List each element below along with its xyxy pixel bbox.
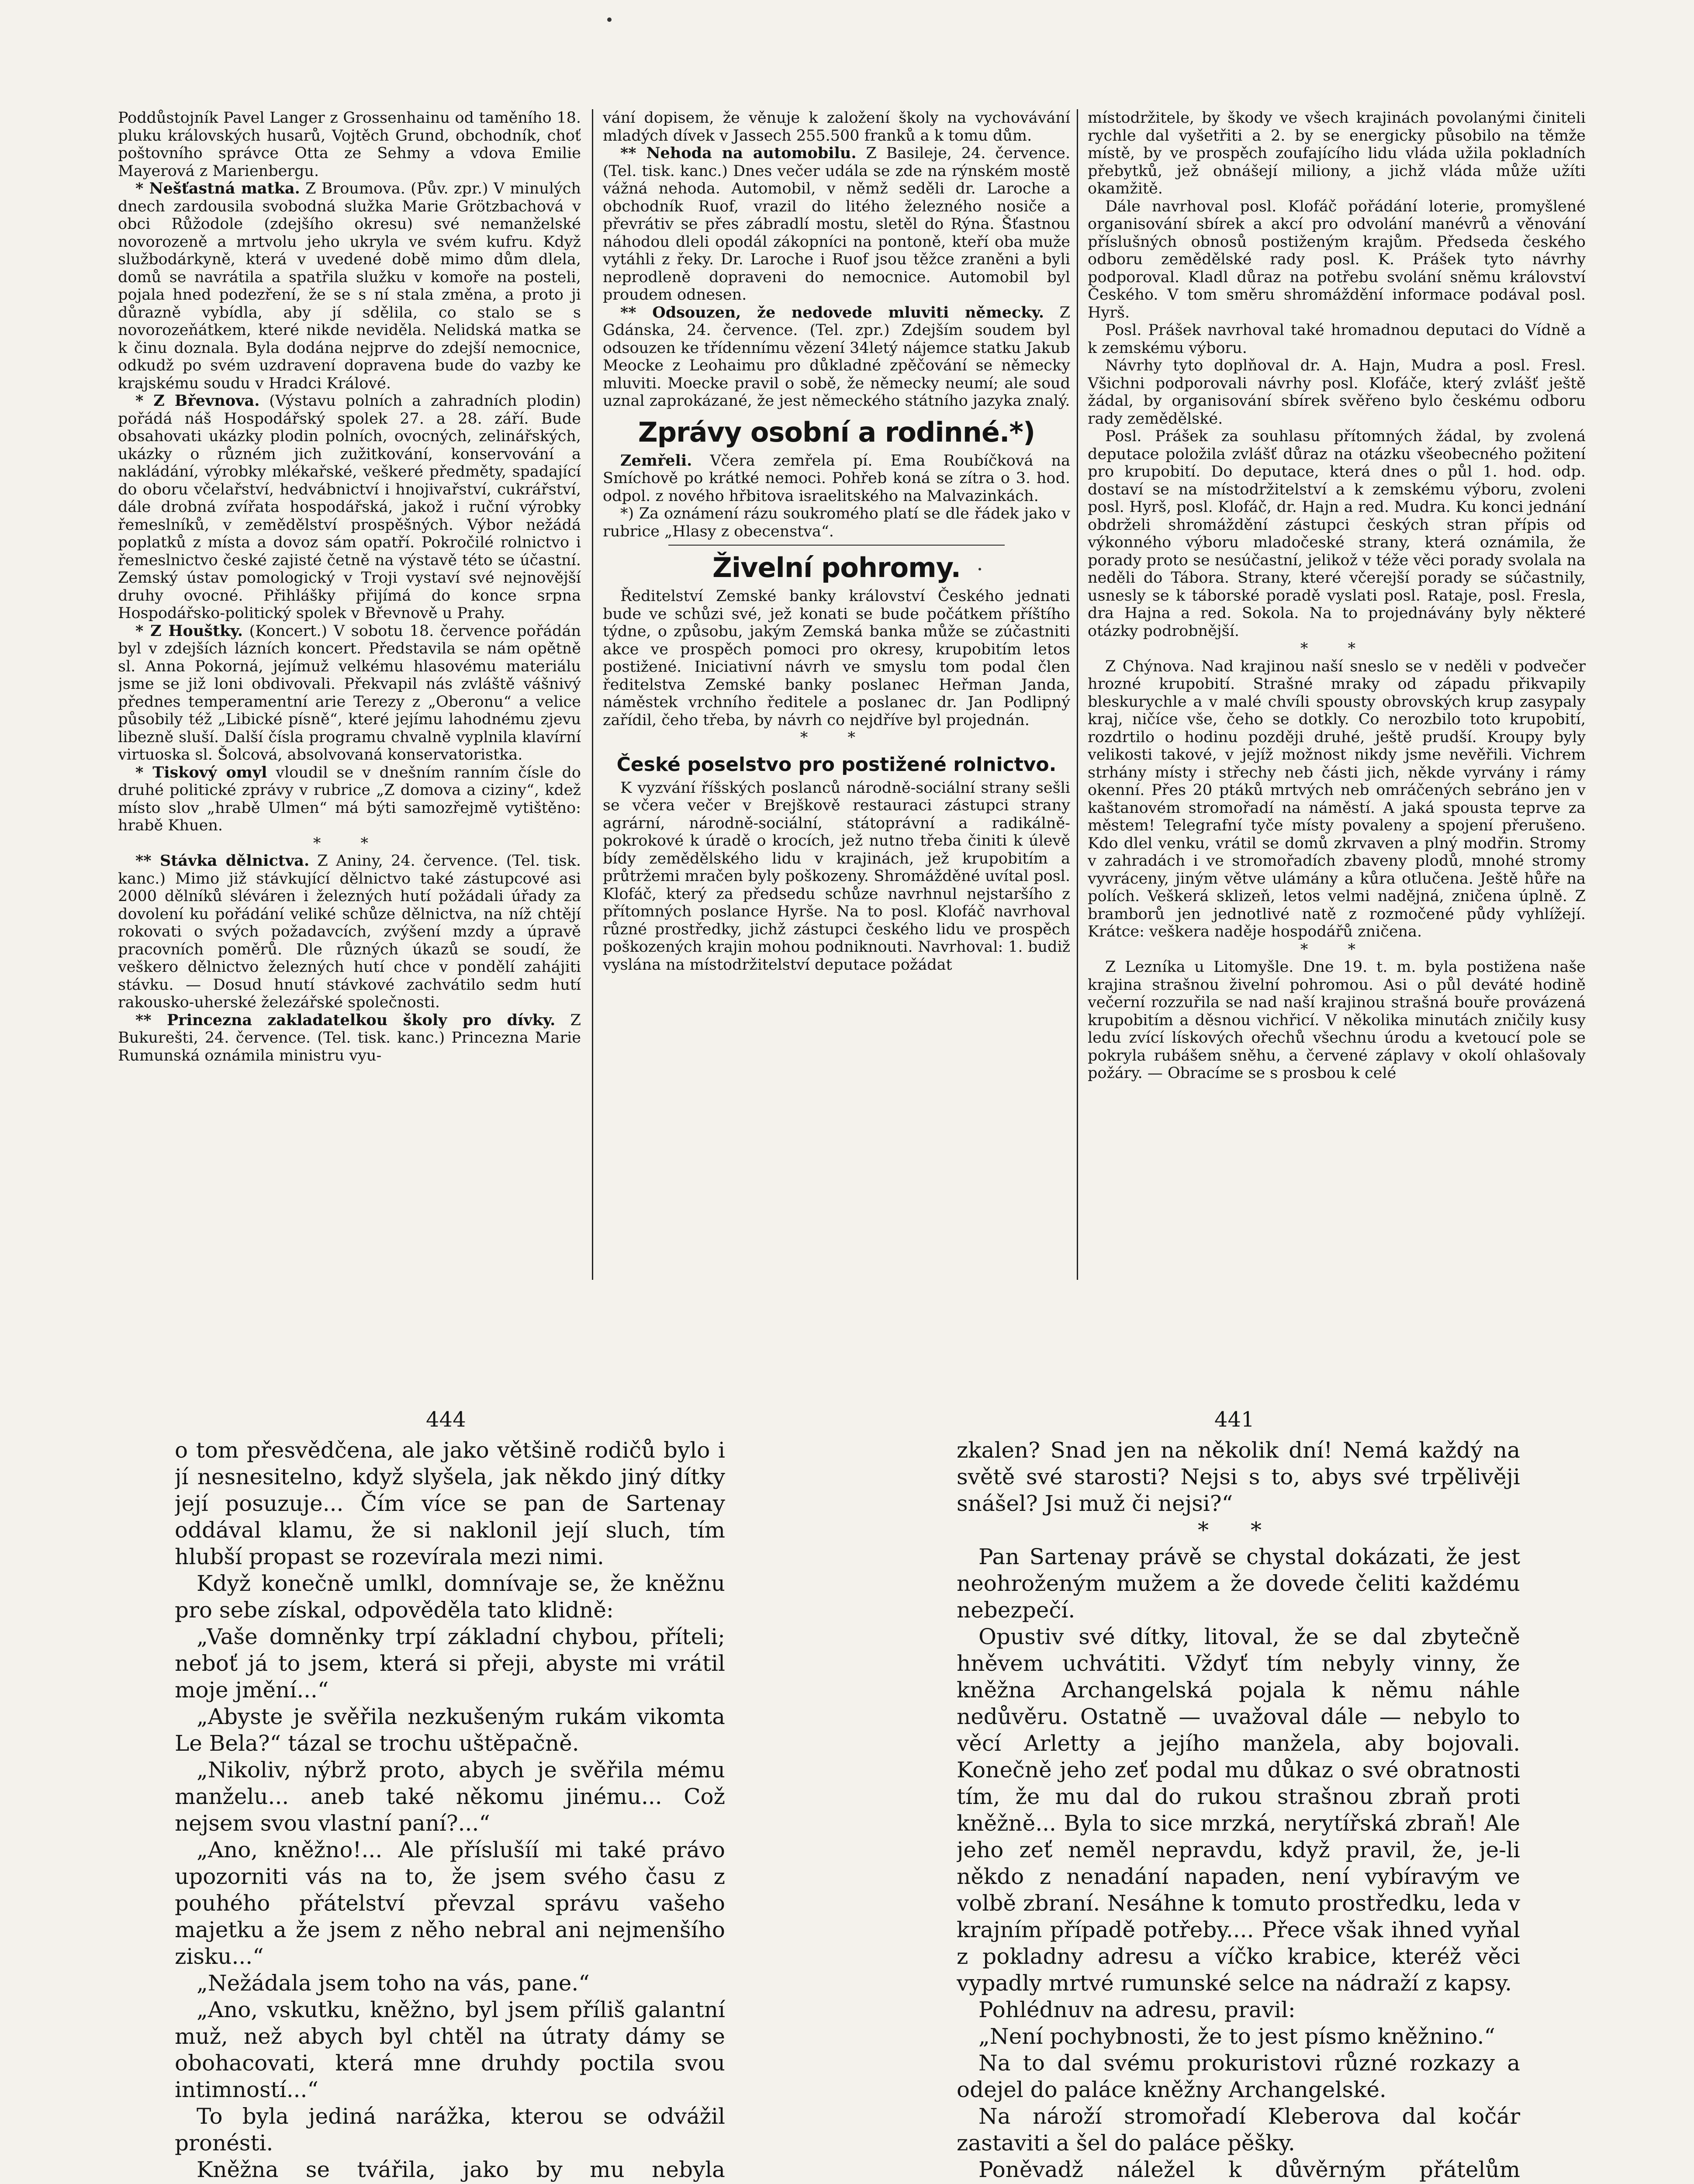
- novel-paragraph: Pohlédnuv na adresu, pravil:: [978, 1997, 1296, 2022]
- separator-stars: * *: [1198, 1517, 1279, 1543]
- novel-paragraph: „Abyste je svěřila nezkušeným rukám vikomta Le Bela?“ tázal se trochu uštěpačně.: [175, 1704, 725, 1756]
- novel-paragraph: Opustiv své dítky, litoval, že se dal zbytečně hněvem uchvátiti. Vždyť tím nebyly vinny, že kněžna Archangelská pojala k němu náhle nedůvěru. Ostatně — uvažoval dále — nebylo to věcí Arletty a jejího manžela, aby bojovali. Konečně jeho zeť podal mu důkaz o své obratnosti tím, že mu dal do rukou strašnou zbraň proti kněžně... Byla to sice mrzká, nerytířská zbraň! Ale jeho zeť neměl nepravdu, když pravil, že, je-li někdo z nenadání napaden, není vybíravým ve volbě zbraní. Nesáhne k tomuto prostředku, leda v krajním případě potřeby.... Přece však ihned vyňal z pokladny adresu a víčko krabice, kteréž věci vypadly mrtvé rumunské selce na nádraží z kapsy.: [957, 1624, 1520, 1996]
- article-lead: ** Princezna zakladatelkou školy pro dívky.: [135, 1011, 556, 1029]
- article-text: Z Basileje, 24. července. (Tel. tisk. kanc.) Dnes večer udála se zde na rýnském mostě vážná nehoda. Automobil, v němž seděli dr. Laroche a obchodník Ruof, vrazil do litého železného nosiče a převrátiv se přes zábradlí mostu, sletěl do Rýna. Šťastnou náhodou dleli opodál zákopníci na pontoně, kteří oba muže vytáhli z řeky. Dr. Laroche i Ruof jsou těžce zraněni a byli neprodleně dopraveni do nemocnice. Automobil byl proudem odnesen.: [603, 145, 1070, 304]
- article-lead: ** Nehoda na automobilu.: [620, 144, 857, 162]
- novel-paragraph: „Nikoliv, nýbrž proto, abych je svěřila mému manželu... aneb také někomu jinému... Což nejsem svou vlastní paní?...“: [175, 1757, 725, 1836]
- article-lead: Zemřeli.: [620, 451, 692, 470]
- article-paragraph: [118, 852, 581, 1012]
- article-paragraph: [603, 505, 1070, 540]
- article-text: Z Broumova. (Pův. zpr.) V minulých dnech zardousila svobodná služka Marie Grötzbachová v obci Růžodole (zdejšího okresu) své nemanželské novorozeně a mrtvolu jeho ukryla ve svém kufru. Když službodárkyně, která v uvedené době mimo dům dlela, domů se navrátila a spatřila služku v komoře na posteli, pojala hned podezření, že se s ní stala změna, a proto ji důrazně vybídla, aby jí sdělila, co stalo se s novorozeňátkem, které nikde neviděla. Nelidská matka se k činu doznala. Byla dodána nejprve do zdejší nemocnice, odkudž po svém uzdravení dopravena bude do vazby ke krajskému soudu v Hradci Králové.: [118, 180, 581, 392]
- novel-paragraph: zkalen? Snad jen na několik dní! Nemá každý na světě své starosti? Nejsi s to, abys své trpělivěji snášel? Jsi muž či nejsi?“: [957, 1438, 1520, 1516]
- column-2: [603, 109, 1070, 1280]
- news-items: [603, 109, 1070, 410]
- novel-paragraph: „Není pochybnosti, že to jest písmo kněžnino.“: [978, 2024, 1495, 2049]
- page-number-right: 441: [1214, 1407, 1255, 1432]
- article-paragraph: [118, 392, 581, 622]
- personal-news: [603, 452, 1070, 541]
- article-paragraph: [603, 452, 1070, 505]
- article-text: Z Lezníka u Litomyšle. Dne 19. t. m. byla postižena naše krajina strašnou živelní pohromou. Asi o půl deváté hodině večerní rozzuřila se nad naší krajinou strašná bouře provázená krupobitím a děsnou vichřicí. V několika minutách zničily kusy ledu zvící lískových ořechů všechnu úrodu a kvetoucí pole se pokryla rubášem sněhu, a červené záplavy v okolí ohlašovaly požáry. — Obracíme se s prosbou k celé: [1088, 958, 1586, 1082]
- column-1: [118, 109, 581, 1280]
- article-paragraph: [118, 622, 581, 764]
- lower-novel-section: [0, 1437, 1694, 2184]
- column-divider: [1077, 109, 1078, 1280]
- article-text: Posl. Prášek navrhoval také hromadnou deputaci do Vídně a k zemskému výboru.: [1088, 321, 1586, 357]
- article-paragraph: [1088, 658, 1586, 941]
- article-paragraph: [118, 180, 581, 392]
- column-3: [1088, 109, 1586, 1280]
- section-divider: [668, 545, 1005, 546]
- article-text: vloudil se v dnešním ranním čísle do druhé politické zprávy v rubrice „Z domova a ciziny“, kdež místo slov „hrabě Ulmen“ má býti samozřejmě vytištěno: hrabě Khuen.: [118, 764, 581, 834]
- novel-paragraph: Pan Sartenay právě se chystal dokázati, že jest neohroženým mužem a že dovede čeliti každému nebezpečí.: [957, 1544, 1520, 1623]
- novel-paragraph: „Ano, vskutku, kněžno, byl jsem příliš galantní muž, než abych byl chtěl na útraty dámy se obohacovati, která mne druhdy poctila svou intimností...“: [175, 1997, 725, 2102]
- article-lead: * Z Břevnova.: [135, 392, 260, 410]
- novel-paragraph: o tom přesvědčena, ale jako většině rodičů bylo i jí nesnesitelno, když slyšela, jak někdo jiný dítky její posuzuje... Čím více se pan de Sartenay oddával klamu, že si naklonil její sluch, tím hlubší propast se rozevírala mezi nimi.: [175, 1438, 725, 1569]
- novel-paragraph: „Nežádala jsem toho na vás, pane.“: [197, 1970, 590, 1996]
- novel-left-column: [175, 1437, 725, 2184]
- novel-paragraph: „Vaše domněnky trpí základní chybou, příteli; neboť já to jsem, která si přeji, abyste mi vrátil moje jmění...“: [175, 1624, 725, 1703]
- column-divider: [592, 109, 593, 1280]
- print-speck: [978, 568, 981, 570]
- article-paragraph: [118, 764, 581, 835]
- article-paragraph: [1088, 198, 1586, 322]
- separator-stars: * *: [800, 729, 873, 746]
- article-text: (Výstavu polních a zahradních plodin) pořádá náš Hospodářský spolek 27. a 28. září. Bude obsahovati ukázky plodin polních, ovocných, zelinářských, ukázky o různém jich zužitkování, konservování a nakládání, výrobky mlékařské, veškeré předměty, spadající do oboru včelařství, hedvábnictví i hnojivařství, cukrářství, dále drobná zvířata hospodářská, jakož i ruční výrobky řemeslníků, v zemědělství prospěšných. Výbor nežádá poplatků z místa a dovoz sám opatří. Pokročilé rolnictvo i řemeslnictvo české zajisté četně na výstavě této se účastní. Zemský ústav pomologický v Troji vystaví své nejnovější druhy ovocné. Přihlášky přijímá do konce srpna Hospodářsko-politický spolek v Břevnově u Prahy.: [118, 392, 581, 622]
- article-text: Včera zemřela pí. Ema Roubíčková na Smíchově po krátké nemoci. Pohřeb koná se zítra o 3. hod. odpol. z nového hřbitova israelitského na Malvazinkách.: [603, 452, 1070, 505]
- article-paragraph: [603, 779, 1070, 974]
- delegation-news: [603, 779, 1070, 974]
- article-text: Z Aniny, 24. července. (Tel. tisk. kanc.) Mimo již stávkující dělnictvo také zástupcové asi 2000 dělníků sléváren i železných hutí požádali úřady za dovolení ku pořádání veliké schůze dělnictva, na níž chtějí rokovati o svých požadavcích, zvýšení mzdy a úpravě pracovních poměrů. Dle různých úkazů se soudí, že veškero dělnictvo železných hutí chce v pondělí zahájiti stávku. — Dosud hnutí stávkové zachvátilo sedm hutí rakousko-uherské železářské společnosti.: [118, 852, 581, 1011]
- article-lead: ** Stávka dělnictva.: [135, 852, 310, 870]
- heading-zivelni-pohromy: Živelní pohromy.: [712, 552, 961, 584]
- separator-stars: * *: [1300, 940, 1373, 958]
- novel-paragraph: Kněžna se tvářila, jako by mu nebyla: [197, 2157, 725, 2182]
- article-paragraph: [1088, 958, 1586, 1082]
- article-paragraph: [1088, 428, 1586, 640]
- article-paragraph: [603, 304, 1070, 410]
- article-text: Z Chýnova. Nad krajinou naší sneslo se v neděli v podvečer hrozné krupobití. Strašné mraky od západu přikvapily bleskurychle a v malé chvíli spousty obrovských krup zasypaly kraj, ničíce vše, čeho se dotkly. Co nerozbilo toto krupobití, rozdrtilo o hodinu později druhé, ještě prudší. Kroupy byly velikosti takové, v jejíž možnost nikdy jsme nevěřili. Vichrem strhány místy i střechy neb části jich, někde vyrvány i rámy okenní. Přes 20 ptáků mrtvých neb omráčených sebráno jen v kaštanovém stromořadí na náměstí. A jaká spousta teprve za městem! Telegrafní tyče místy povaleny a spojení přerušeno. Kdo dlel venku, vrátil se domů zkrvaven a plný modřin. Stromy v zahradách i ve stromořadích zbaveny plodů, mnohé stromy vyvráceny, jiným větve ulámány a kůra otlučena. Ještě hůře na polích. Veškerá sklizeň, letos velmi nadějná, zničena úplně. Z bramborů jen jednotlivé natě z rozmočené půdy vyhlížejí. Krátce: veškera naděje hospodářů zničena.: [1088, 657, 1586, 940]
- article-lead: * Z Houštky.: [135, 622, 243, 640]
- novel-paragraph: Poněvadž náležel k důvěrným přátelům: [978, 2157, 1520, 2182]
- article-text: *) Za oznámení rázu soukromého platí se dle řádek jako v rubrice „Hlasy z obecenstva“.: [603, 505, 1070, 540]
- print-speck: [607, 17, 612, 22]
- article-paragraph: [603, 109, 1070, 145]
- article-paragraph: [603, 145, 1070, 304]
- article-lead: ** Odsouzen, že nedovede mluviti německy.: [620, 303, 1044, 321]
- article-text: Ředitelství Zemské banky království Českého jednati bude ve schůzi své, jež konati se bude počátkem příštího týdne, o způsobu, jakým Zemská banka může se zúčastniti akce ve prospěch pomoci pro okresy, krupobitím letos postižené. Iniciativní návrh ve smyslu tom podal člen ředitelstva Zemské banky poslanec Heřman Janda, náměstek vrchního ředitele a poslanec dr. Jan Podlipný zařídil, čeho třeba, by návrh co nejdříve byl projednán.: [603, 587, 1070, 729]
- article-text: vání dopisem, že věnuje k založení školy na vychovávání mladých dívek v Jassech 255.500 franků a k tomu dům.: [603, 109, 1070, 145]
- article-paragraph: [1088, 109, 1586, 198]
- novel-paragraph: Když konečně umlkl, domnívaje se, že kněžnu pro sebe získal, odpověděla tato klidně:: [175, 1571, 725, 1623]
- article-text: Dále navrhoval posl. Klofáč pořádání loterie, promyšlené organisování sbírek a akcí pro odvolání manévrů a věnování příslušných obnosů postiženým krajům. Předseda českého odboru zemědělské rady posl. K. Prášek tyto návrhy podporoval. Kladl důraz na potřebu svolání sněmu království Českého. V tom směru shromáždění informace podával posl. Hyrš.: [1088, 197, 1586, 321]
- heading-zpravy-osobni: Zprávy osobní a rodinné.*): [638, 416, 1035, 448]
- article-text: Z Gdánska, 24. července. (Tel. zpr.) Zdejším soudem byl odsouzen ke třídennímu vězení 34letý nájemce statku Jakub Meocke z Leohaimu pro důkladné zpěčování se německy mluviti. Moecke pravil o sobě, že německy neumí; ale soud uznal zaprokázané, že jest německého státního jazyka znalý.: [603, 304, 1070, 410]
- novel-right-column: [957, 1437, 1520, 2184]
- article-text: Z Bukurešti, 24. července. (Tel. tisk. kanc.) Princezna Marie Rumunská oznámila ministru vyu-: [118, 1011, 581, 1064]
- article-text: Poddůstojník Pavel Langer z Grossenhainu od taměního 18. pluku královských husarů, Vojtěch Grund, obchodník, choť poštovního správce Otta ze Sehmy a vdova Emilie Mayerová z Marienbergu.: [118, 109, 581, 180]
- article-paragraph: [603, 587, 1070, 729]
- article-lead: * Nešťastná matka.: [135, 180, 300, 197]
- heading-ceske-poselstvo: České poselstvo pro postižené rolnictvo.: [616, 753, 1057, 776]
- article-paragraph: [118, 109, 581, 180]
- novel-paragraph: „Ano, kněžno!... Ale příslušíí mi také právo upozorniti vás na to, že jsem svého času z pouhého přátelství převzal správu vašeho majetku a že jsem z něho nebral ani nejmenšího zisku...“: [175, 1837, 725, 1969]
- page-number-left: 444: [426, 1407, 466, 1432]
- novel-paragraph: Na to dal svému prokuristovi různé rozkazy a odejel do paláce kněžny Archangelské.: [957, 2050, 1520, 2102]
- novel-paragraph: To byla jediná narážka, kterou se odvážil pronésti.: [175, 2104, 725, 2156]
- separator-stars: * *: [1300, 640, 1373, 657]
- article-lead: * Tiskový omyl: [135, 763, 267, 781]
- novel-paragraph: Na nároží stromořadí Kleberova dal kočár zastaviti a šel do paláce pěšky.: [957, 2104, 1520, 2156]
- article-text: K vyzvání říšských poslanců národně-sociální strany sešli se včera večer v Brejškově restauraci zástupci strany agrární, národně-sociální, státoprávní a radikálně-pokrokové k úradě o krocích, jež nutno třeba činiti k úlevě bídy zemědělského lidu v krajinách, jež krupobitím a průtržemi mračen byly poškozeny. Shromážděné uvítal posl. Klofáč, který za předsedu schůze navrhnul nejstaršího z přítomných poslance Hyrše. Na to posl. Klofáč navrhoval různé prostředky, jichž zástupci českého lidu ve prospěch poškozených krajin mohou podniknouti. Navrhoval: 1. budiž vyslána na místodržitelství deputace požádat: [603, 779, 1070, 974]
- upper-newspaper-section: [118, 109, 1586, 1280]
- disaster-news: [603, 587, 1070, 729]
- article-paragraph: [1088, 321, 1586, 357]
- article-text: (Koncert.) V sobotu 18. července pořádán byl v zdejších lázních koncert. Představila se nám opětně sl. Anna Pokorná, jejímuž velkému hlasovému materiálu jsme se již loni obdivovali. Překvapil nás zvláště vášnivý přednes temperamentní arie Terezy z „Oberonu“ a velice působily též „Libické písně“, které jejímu lahodnému zjevu libezně sluší. Další čísla programu chvalně vyplnila klavírní virtuoska sl. Šolcová, absolvovaná konservatoristka.: [118, 622, 581, 764]
- article-text: místodržitele, by škody ve všech krajinách povolanými činiteli rychle dal vyšetřiti a 2. by se energicky působilo na těmže místě, by ve prospěch zoufajícího lidu vláda užila pokladních přebytků, jež obnášejí miliony, a jichž vláda může užíti okamžitě.: [1088, 109, 1586, 197]
- separator-stars: * *: [313, 834, 386, 852]
- article-text: Posl. Prášek za souhlasu přítomných žádal, by zvolená deputace položila zvlášť důraz na otázku všeobecného požitení pro krupobití. Do deputace, která dnes o půl 1. hod. odp. dostaví se na místodržitelství a k zemskému výboru, zvoleni posl. Hyrš, posl. Klofáč, dr. Hajn a red. Mudra. Ku konci jednání obdrželi shromáždění zástupci českých stran přípis od výkonného výboru mladočeské strany, která oznámila, že porady proto se nesúčastní, jelikož v téže věci porady svolala na neděli do Tábora. Strany, které včerejší porady se súčastnily, usnesly se k táborské poradě vyslati posl. Rataje, posl. Fresla, dra Hajna a red. Sokola. Na to projednávány byly některé otázky podrobnější.: [1088, 428, 1586, 640]
- article-paragraph: [1088, 357, 1586, 428]
- article-text: Návrhy tyto doplňoval dr. A. Hajn, Mudra a posl. Fresl. Všichni podporovali návrhy posl. Klofáče, který zvlášť ještě žádal, by organisování sbírek svěřeno bylo českému odboru rady zemědělské.: [1088, 357, 1586, 428]
- article-paragraph: [118, 1012, 581, 1065]
